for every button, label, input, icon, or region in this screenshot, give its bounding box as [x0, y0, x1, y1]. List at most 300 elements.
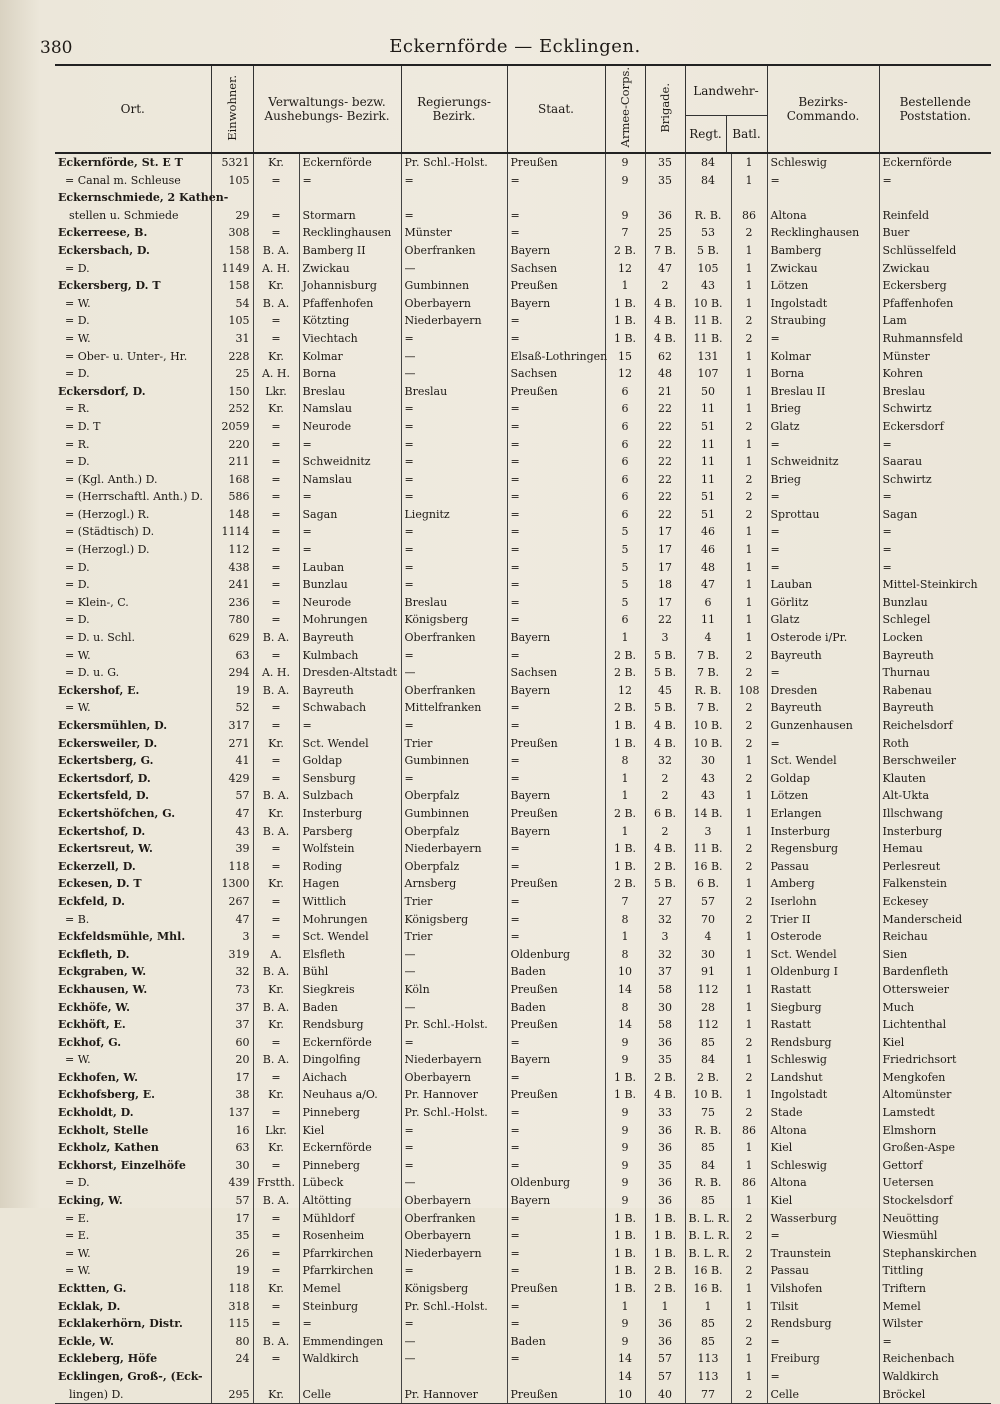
cell-brigade: 5 B.: [645, 647, 685, 665]
cell-armee: 1: [605, 277, 645, 295]
cell-armee: 1 B.: [605, 717, 645, 735]
cell-staat: =: [507, 453, 605, 471]
cell-bezirk: Bühl: [299, 963, 401, 981]
cell-amt: =: [253, 576, 299, 594]
cell-amt: B. A.: [253, 295, 299, 313]
cell-post: Manderscheid: [879, 911, 991, 929]
cell-brigade: 17: [645, 523, 685, 541]
cell-brigade: 32: [645, 911, 685, 929]
cell-staat: =: [507, 436, 605, 454]
table-row: [55, 682, 991, 700]
cell-einwohner: 429: [211, 770, 253, 788]
cell-amt: =: [253, 1245, 299, 1263]
cell-regt: 85: [685, 1315, 731, 1333]
header-landwehr: Landwehr- Regt. Batl.: [685, 65, 767, 153]
cell-regt: 85: [685, 1333, 731, 1351]
cell-brigade: 17: [645, 594, 685, 612]
cell-batl: 1: [731, 594, 767, 612]
cell-batl: 2: [731, 1034, 767, 1052]
cell-bezirk: Eckernförde: [299, 1139, 401, 1157]
cell-armee: 9: [605, 1174, 645, 1192]
cell-regierung: Oberbayern: [401, 295, 507, 313]
cell-staat: Oldenburg: [507, 946, 605, 964]
cell-regierung: Oberfranken: [401, 629, 507, 647]
cell-einwohner: 112: [211, 541, 253, 559]
cell-einwohner: 3: [211, 928, 253, 946]
cell-regt: 11 B.: [685, 312, 731, 330]
cell-kommando: =: [767, 1333, 879, 1351]
cell-armee: 1 B.: [605, 1086, 645, 1104]
cell-regierung: Breslau: [401, 594, 507, 612]
cell-ort: = D.: [65, 455, 90, 469]
cell-einwohner: 35: [211, 1227, 253, 1245]
cell-staat: =: [507, 488, 605, 506]
cell-post: Klauten: [879, 770, 991, 788]
cell-batl: 1: [731, 383, 767, 401]
cell-post: Eckernförde: [879, 153, 991, 172]
cell-armee: 9: [605, 1139, 645, 1157]
cell-brigade: 22: [645, 611, 685, 629]
cell-post: Memel: [879, 1298, 991, 1316]
cell-armee: 6: [605, 383, 645, 401]
cell-batl: 86: [731, 1174, 767, 1192]
cell-regierung: Liegnitz: [401, 506, 507, 524]
cell-regt: 113: [685, 1368, 731, 1386]
cell-bezirk: Mühldorf: [299, 1210, 401, 1228]
cell-staat: Bayern: [507, 629, 605, 647]
table-row: [55, 981, 991, 999]
cell-brigade: 22: [645, 418, 685, 436]
table-row: [55, 189, 991, 207]
cell-brigade: 3: [645, 928, 685, 946]
cell-armee: 5: [605, 576, 645, 594]
cell-regierung: =: [401, 172, 507, 190]
cell-einwohner: 57: [211, 787, 253, 805]
cell-ort: Eckhofen, W.: [58, 1070, 138, 1084]
cell-armee: 8: [605, 946, 645, 964]
cell-amt: =: [253, 488, 299, 506]
cell-regierung: =: [401, 770, 507, 788]
cell-batl: 1: [731, 400, 767, 418]
cell-post: Lam: [879, 312, 991, 330]
cell-kommando: Erlangen: [767, 805, 879, 823]
cell-armee: 9: [605, 172, 645, 190]
cell-ort: Eckhorst, Einzelhöfe: [58, 1158, 186, 1172]
cell-regt: 77: [685, 1386, 731, 1404]
cell-brigade: 22: [645, 436, 685, 454]
cell-post: Tittling: [879, 1262, 991, 1280]
cell-post: Ruhmannsfeld: [879, 330, 991, 348]
cell-bezirk: Pfarrkirchen: [299, 1262, 401, 1280]
cell-kommando: Sct. Wendel: [767, 752, 879, 770]
cell-staat: Preußen: [507, 735, 605, 753]
cell-einwohner: 25: [211, 365, 253, 383]
cell-kommando: Brieg: [767, 471, 879, 489]
cell-amt: Kr.: [253, 875, 299, 893]
cell-regt: 16 B.: [685, 1262, 731, 1280]
table-row: [55, 1262, 991, 1280]
cell-amt: B. A.: [253, 823, 299, 841]
cell-batl: 2: [731, 1227, 767, 1245]
cell-ort: Eckersdorf, D.: [58, 384, 146, 398]
cell-regierung: Breslau: [401, 383, 507, 401]
cell-regierung: Königsberg: [401, 1280, 507, 1298]
cell-regierung: —: [401, 1350, 507, 1368]
table-row: [55, 576, 991, 594]
cell-post: Bardenfleth: [879, 963, 991, 981]
table-row: [55, 488, 991, 506]
cell-staat: Bayern: [507, 823, 605, 841]
cell-bezirk: Kolmar: [299, 348, 401, 366]
table-row: [55, 523, 991, 541]
cell-kommando: Görlitz: [767, 594, 879, 612]
cell-kommando: Straubing: [767, 312, 879, 330]
cell-amt: =: [253, 752, 299, 770]
cell-amt: =: [253, 928, 299, 946]
cell-regierung: Oberpfalz: [401, 858, 507, 876]
cell-kommando: Passau: [767, 1262, 879, 1280]
cell-einwohner: 1300: [211, 875, 253, 893]
cell-bezirk: Mohrungen: [299, 611, 401, 629]
cell-batl: 1: [731, 541, 767, 559]
cell-batl: 2: [731, 1245, 767, 1263]
cell-kommando: Ingolstadt: [767, 295, 879, 313]
cell-ort: = Canal m. Schleuse: [65, 173, 181, 187]
cell-brigade: 1 B.: [645, 1245, 685, 1263]
cell-regt: 50: [685, 383, 731, 401]
cell-amt: =: [253, 559, 299, 577]
cell-kommando: Schleswig: [767, 153, 879, 172]
cell-armee: [605, 189, 645, 207]
cell-batl: 2: [731, 471, 767, 489]
cell-regierung: =: [401, 418, 507, 436]
table-row: [55, 1298, 991, 1316]
cell-post: =: [879, 172, 991, 190]
cell-post: Lamstedt: [879, 1104, 991, 1122]
cell-regt: 11: [685, 436, 731, 454]
cell-staat: Bayern: [507, 682, 605, 700]
cell-staat: Preußen: [507, 1386, 605, 1404]
cell-post: Perlesreut: [879, 858, 991, 876]
header-verwaltung: Verwaltungs- bezw. Aushebungs- Bezirk.: [253, 65, 401, 153]
cell-batl: 1: [731, 875, 767, 893]
cell-staat: Oldenburg: [507, 1174, 605, 1192]
cell-einwohner: 43: [211, 823, 253, 841]
cell-brigade: 35: [645, 1051, 685, 1069]
cell-ort: = D.: [65, 613, 90, 627]
cell-regierung: [401, 1368, 507, 1386]
table-row: [55, 1192, 991, 1210]
table-row: [55, 365, 991, 383]
cell-bezirk: Waldkirch: [299, 1350, 401, 1368]
cell-batl: 2: [731, 717, 767, 735]
table-row: [55, 611, 991, 629]
cell-brigade: 22: [645, 400, 685, 418]
cell-kommando: Wasserburg: [767, 1210, 879, 1228]
cell-regierung: Niederbayern: [401, 1051, 507, 1069]
cell-armee: 9: [605, 1051, 645, 1069]
cell-staat: Bayern: [507, 242, 605, 260]
cell-regt: 85: [685, 1034, 731, 1052]
cell-armee: 1 B.: [605, 312, 645, 330]
cell-ort: Eckholz, Kathen: [58, 1141, 159, 1155]
cell-einwohner: 30: [211, 1157, 253, 1175]
cell-brigade: 4 B.: [645, 312, 685, 330]
cell-brigade: 58: [645, 981, 685, 999]
cell-einwohner: 271: [211, 735, 253, 753]
cell-staat: =: [507, 172, 605, 190]
cell-brigade: 57: [645, 1368, 685, 1386]
cell-bezirk: Schweidnitz: [299, 453, 401, 471]
cell-post: Ottersweier: [879, 981, 991, 999]
cell-regt: 11: [685, 453, 731, 471]
cell-ort: = (Herzogl.) R.: [65, 507, 150, 521]
cell-brigade: 2 B.: [645, 858, 685, 876]
cell-brigade: 22: [645, 471, 685, 489]
cell-bezirk: Wittlich: [299, 893, 401, 911]
cell-batl: 2: [731, 647, 767, 665]
table-row: [55, 717, 991, 735]
cell-einwohner: 47: [211, 805, 253, 823]
cell-batl: 2: [731, 840, 767, 858]
cell-armee: 1 B.: [605, 1280, 645, 1298]
cell-amt: Lkr.: [253, 1122, 299, 1140]
cell-ort: Eckesen, D. T: [58, 877, 142, 891]
cell-kommando: Bayreuth: [767, 647, 879, 665]
cell-bezirk: Neuhaus a/O.: [299, 1086, 401, 1104]
cell-bezirk: Rendsburg: [299, 1016, 401, 1034]
cell-post: Stephanskirchen: [879, 1245, 991, 1263]
cell-regierung: =: [401, 453, 507, 471]
cell-ort: Ecklak, D.: [58, 1299, 121, 1313]
cell-ort: = D.: [65, 261, 90, 275]
table-row: [55, 418, 991, 436]
cell-batl: 2: [731, 911, 767, 929]
cell-armee: 1 B.: [605, 1069, 645, 1087]
cell-post: Locken: [879, 629, 991, 647]
cell-staat: Preußen: [507, 153, 605, 172]
cell-batl: 2: [731, 770, 767, 788]
cell-bezirk: Lübeck: [299, 1174, 401, 1192]
cell-post: Bröckel: [879, 1386, 991, 1404]
cell-kommando: Dresden: [767, 682, 879, 700]
cell-regierung: —: [401, 1333, 507, 1351]
cell-staat: =: [507, 752, 605, 770]
cell-amt: Kr.: [253, 981, 299, 999]
cell-brigade: 1: [645, 1298, 685, 1316]
cell-batl: 1: [731, 629, 767, 647]
cell-brigade: 4 B.: [645, 1086, 685, 1104]
cell-batl: 1: [731, 348, 767, 366]
cell-post: Reichenbach: [879, 1350, 991, 1368]
cell-staat: =: [507, 1210, 605, 1228]
cell-regt: 3: [685, 823, 731, 841]
header-staat: Staat.: [507, 65, 605, 153]
cell-amt: Lkr.: [253, 383, 299, 401]
cell-regt: R. B.: [685, 682, 731, 700]
cell-staat: =: [507, 312, 605, 330]
cell-bezirk: Baden: [299, 999, 401, 1017]
cell-bezirk: Bunzlau: [299, 576, 401, 594]
cell-ort: = (Herrschaftl. Anth.) D.: [65, 490, 203, 504]
cell-amt: B. A.: [253, 999, 299, 1017]
cell-staat: Baden: [507, 963, 605, 981]
table-row: [55, 1210, 991, 1228]
cell-einwohner: 148: [211, 506, 253, 524]
table-row: [55, 805, 991, 823]
cell-brigade: 1 B.: [645, 1227, 685, 1245]
table-row: [55, 946, 991, 964]
cell-post: Kiel: [879, 1034, 991, 1052]
cell-armee: 10: [605, 963, 645, 981]
cell-einwohner: 24: [211, 1350, 253, 1368]
cell-batl: 1: [731, 559, 767, 577]
table-row: [55, 647, 991, 665]
cell-einwohner: 105: [211, 312, 253, 330]
cell-kommando: =: [767, 559, 879, 577]
table-row: [55, 1104, 991, 1122]
cell-bezirk: Siegkreis: [299, 981, 401, 999]
cell-bezirk: Aichach: [299, 1069, 401, 1087]
cell-batl: 1: [731, 1051, 767, 1069]
cell-batl: 1: [731, 946, 767, 964]
header-regierung: Regierungs- Bezirk.: [401, 65, 507, 153]
table-row: [55, 436, 991, 454]
cell-armee: 1 B.: [605, 330, 645, 348]
cell-staat: =: [507, 224, 605, 242]
cell-kommando: Schleswig: [767, 1157, 879, 1175]
cell-bezirk: Borna: [299, 365, 401, 383]
cell-bezirk: Hagen: [299, 875, 401, 893]
cell-bezirk: Sulzbach: [299, 787, 401, 805]
cell-bezirk: Viechtach: [299, 330, 401, 348]
cell-batl: 2: [731, 488, 767, 506]
cell-amt: =: [253, 840, 299, 858]
cell-batl: 2: [731, 699, 767, 717]
cell-regierung: Gumbinnen: [401, 805, 507, 823]
table-row: [55, 1333, 991, 1351]
cell-regierung: Pr. Schl.-Holst.: [401, 1016, 507, 1034]
cell-regierung: Niederbayern: [401, 1245, 507, 1263]
cell-post: Sien: [879, 946, 991, 964]
cell-post: =: [879, 559, 991, 577]
cell-ort: Eckle, W.: [58, 1334, 115, 1348]
cell-staat: =: [507, 207, 605, 225]
cell-bezirk: Sct. Wendel: [299, 928, 401, 946]
cell-regt: 112: [685, 1016, 731, 1034]
cell-ort: = E.: [65, 1229, 90, 1243]
cell-batl: 1: [731, 1280, 767, 1298]
cell-post: Roth: [879, 735, 991, 753]
cell-einwohner: 586: [211, 488, 253, 506]
cell-armee: 6: [605, 506, 645, 524]
cell-regierung: =: [401, 471, 507, 489]
table-row: [55, 1315, 991, 1333]
header-post: Bestellende Poststation.: [879, 65, 991, 153]
cell-einwohner: 31: [211, 330, 253, 348]
cell-einwohner: 295: [211, 1386, 253, 1404]
cell-regierung: Oberpfalz: [401, 823, 507, 841]
table-body: [55, 153, 991, 1404]
cell-amt: =: [253, 224, 299, 242]
cell-regierung: —: [401, 365, 507, 383]
table-row: [55, 1368, 991, 1386]
cell-regierung: [401, 189, 507, 207]
cell-kommando: =: [767, 488, 879, 506]
cell-regierung: =: [401, 1262, 507, 1280]
cell-regierung: —: [401, 664, 507, 682]
cell-regierung: —: [401, 348, 507, 366]
cell-ort: = D. u. G.: [65, 666, 120, 680]
page-title: Eckernförde — Ecklingen.: [389, 36, 641, 57]
cell-batl: 2: [731, 1210, 767, 1228]
cell-staat: =: [507, 559, 605, 577]
cell-brigade: 57: [645, 1350, 685, 1368]
cell-brigade: 36: [645, 1174, 685, 1192]
cell-einwohner: 17: [211, 1210, 253, 1228]
cell-ort: = B.: [65, 912, 90, 926]
cell-einwohner: 80: [211, 1333, 253, 1351]
cell-brigade: 2: [645, 823, 685, 841]
cell-post: Großen-Aspe: [879, 1139, 991, 1157]
cell-einwohner: 37: [211, 1016, 253, 1034]
cell-regt: 6 B.: [685, 875, 731, 893]
cell-bezirk: =: [299, 541, 401, 559]
table-row: [55, 172, 991, 190]
cell-armee: 1: [605, 1298, 645, 1316]
table-row: [55, 506, 991, 524]
cell-post: Breslau: [879, 383, 991, 401]
cell-einwohner: 2059: [211, 418, 253, 436]
cell-einwohner: 168: [211, 471, 253, 489]
cell-regierung: Trier: [401, 893, 507, 911]
cell-bezirk: Stormarn: [299, 207, 401, 225]
cell-brigade: 48: [645, 365, 685, 383]
cell-kommando: Insterburg: [767, 823, 879, 841]
cell-regt: 43: [685, 277, 731, 295]
cell-staat: Baden: [507, 1333, 605, 1351]
cell-kommando: Vilshofen: [767, 1280, 879, 1298]
cell-einwohner: 19: [211, 682, 253, 700]
table-row: [55, 1086, 991, 1104]
cell-kommando: Glatz: [767, 611, 879, 629]
table-row: [55, 699, 991, 717]
cell-armee: 5: [605, 559, 645, 577]
cell-batl: 1: [731, 981, 767, 999]
cell-armee: 9: [605, 1157, 645, 1175]
cell-kommando: Lötzen: [767, 787, 879, 805]
cell-kommando: =: [767, 523, 879, 541]
cell-kommando: Osterode: [767, 928, 879, 946]
cell-regt: 43: [685, 770, 731, 788]
cell-bezirk: Goldap: [299, 752, 401, 770]
cell-regierung: —: [401, 963, 507, 981]
cell-ort: = D.: [65, 367, 90, 381]
cell-armee: 6: [605, 453, 645, 471]
cell-post: Lichtenthal: [879, 1016, 991, 1034]
cell-kommando: [767, 189, 879, 207]
cell-armee: 9: [605, 207, 645, 225]
cell-bezirk: Emmendingen: [299, 1333, 401, 1351]
cell-ort: lingen) D.: [55, 1386, 211, 1404]
cell-staat: Preußen: [507, 875, 605, 893]
cell-armee: 9: [605, 1192, 645, 1210]
cell-post: Mittel-Steinkirch: [879, 576, 991, 594]
cell-amt: =: [253, 594, 299, 612]
cell-batl: 2: [731, 1315, 767, 1333]
cell-staat: =: [507, 858, 605, 876]
cell-post: Reinfeld: [879, 207, 991, 225]
